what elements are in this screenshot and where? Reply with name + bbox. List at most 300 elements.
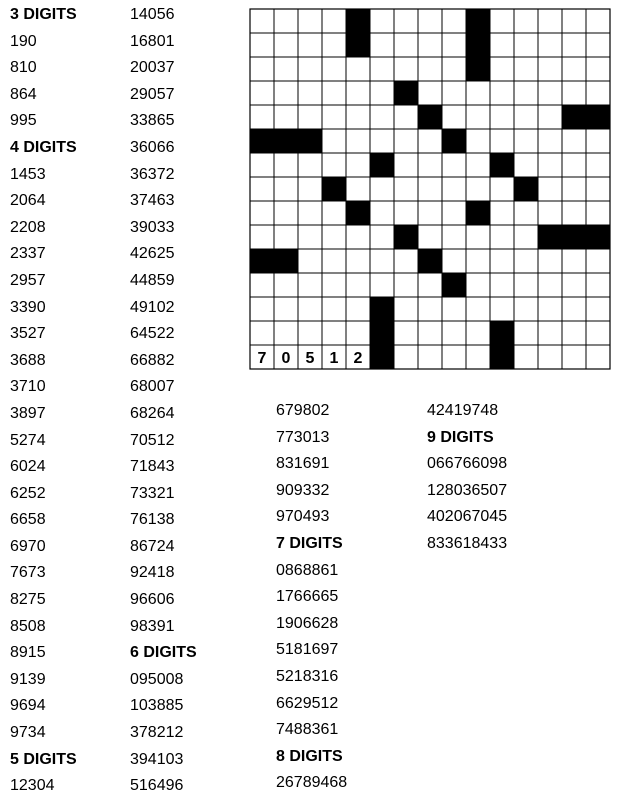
grid-cell[interactable] <box>418 177 442 201</box>
number-entry: 2337 <box>10 245 46 263</box>
grid-cell[interactable] <box>514 249 538 273</box>
grid-cell[interactable] <box>346 177 370 201</box>
grid-block <box>466 9 490 33</box>
grid-cell[interactable] <box>274 297 298 321</box>
grid-block <box>418 249 442 273</box>
grid-cell[interactable] <box>442 33 466 57</box>
number-entry: 095008 <box>130 670 184 688</box>
grid-cell[interactable] <box>562 57 586 81</box>
length-header: 7 DIGITS <box>276 534 343 552</box>
grid-cell[interactable] <box>442 249 466 273</box>
grid-cell[interactable] <box>250 273 274 297</box>
grid-cell[interactable] <box>298 225 322 249</box>
length-header: 8 DIGITS <box>276 747 343 765</box>
grid-cell[interactable] <box>490 177 514 201</box>
grid-cell[interactable] <box>538 249 562 273</box>
grid-cell[interactable] <box>322 81 346 105</box>
number-entry: 92418 <box>130 564 175 582</box>
grid-cell[interactable] <box>586 177 610 201</box>
grid-cell[interactable] <box>586 129 610 153</box>
number-entry: 6629512 <box>276 694 339 712</box>
grid-cell[interactable] <box>394 9 418 33</box>
grid-block <box>394 225 418 249</box>
number-entry: 76138 <box>130 511 175 529</box>
number-entry: 6970 <box>10 537 46 555</box>
grid-cell[interactable] <box>322 57 346 81</box>
grid-cell[interactable] <box>298 273 322 297</box>
number-entry: 3897 <box>10 404 46 422</box>
grid-cell[interactable] <box>562 201 586 225</box>
grid-cell[interactable] <box>562 177 586 201</box>
grid-cell[interactable] <box>514 273 538 297</box>
number-entry: 37463 <box>130 192 175 210</box>
grid-block <box>274 129 298 153</box>
number-entry: 810 <box>10 59 37 77</box>
grid-cell[interactable] <box>370 33 394 57</box>
grid-cell[interactable] <box>346 81 370 105</box>
number-entry: 995 <box>10 112 37 130</box>
number-entry: 70512 <box>130 431 175 449</box>
puzzle-grid <box>249 8 611 370</box>
number-entry: 9734 <box>10 724 46 742</box>
number-entry: 9694 <box>10 697 46 715</box>
grid-cell[interactable] <box>466 321 490 345</box>
grid-cell[interactable] <box>346 153 370 177</box>
grid-cell[interactable] <box>490 129 514 153</box>
grid-cell[interactable] <box>442 297 466 321</box>
grid-cell[interactable] <box>322 33 346 57</box>
number-entry: 103885 <box>130 697 184 715</box>
number-entry: 39033 <box>130 218 175 236</box>
number-entry: 833618433 <box>427 534 508 552</box>
grid-cell[interactable] <box>346 297 370 321</box>
grid-cell[interactable] <box>466 297 490 321</box>
grid-cell[interactable] <box>250 33 274 57</box>
number-entry: 516496 <box>130 777 184 795</box>
grid-cell[interactable] <box>298 153 322 177</box>
grid-block <box>346 9 370 33</box>
grid-cell[interactable] <box>370 129 394 153</box>
number-entry: 7488361 <box>276 721 339 739</box>
grid-cell[interactable] <box>418 129 442 153</box>
grid-cell[interactable] <box>370 9 394 33</box>
grid-cell[interactable] <box>298 105 322 129</box>
grid-cell[interactable] <box>418 225 442 249</box>
grid-block <box>490 345 514 369</box>
grid-cell[interactable] <box>538 81 562 105</box>
number-entry: 8915 <box>10 644 46 662</box>
grid-cell[interactable] <box>394 153 418 177</box>
number-entry: 2208 <box>10 218 46 236</box>
grid-cell[interactable] <box>514 345 538 369</box>
number-entry: 402067045 <box>427 508 508 526</box>
number-entry: 12304 <box>10 777 55 795</box>
grid-cell[interactable] <box>418 81 442 105</box>
grid-cell[interactable] <box>490 249 514 273</box>
grid-cell[interactable] <box>322 273 346 297</box>
grid-cell[interactable] <box>394 273 418 297</box>
grid-cell[interactable] <box>586 33 610 57</box>
grid-cell[interactable] <box>418 9 442 33</box>
grid-block <box>442 129 466 153</box>
grid-block <box>370 297 394 321</box>
grid-cell[interactable] <box>490 297 514 321</box>
grid-cell[interactable] <box>298 249 322 273</box>
grid-block <box>346 201 370 225</box>
number-entry: 1766665 <box>276 588 339 606</box>
grid-cell[interactable] <box>370 105 394 129</box>
grid-cell[interactable] <box>250 9 274 33</box>
filled-digit: 5 <box>305 350 315 367</box>
grid-cell[interactable] <box>514 33 538 57</box>
filled-digit: 1 <box>329 350 339 367</box>
grid-cell[interactable] <box>514 321 538 345</box>
grid-cell[interactable] <box>490 57 514 81</box>
grid-cell[interactable] <box>442 201 466 225</box>
grid-block <box>346 33 370 57</box>
grid-block <box>274 249 298 273</box>
grid-block <box>586 225 610 249</box>
grid-cell[interactable] <box>274 201 298 225</box>
grid-cell[interactable] <box>250 177 274 201</box>
grid-cell[interactable] <box>490 105 514 129</box>
grid-cell[interactable] <box>322 105 346 129</box>
grid-cell[interactable] <box>562 81 586 105</box>
number-entry: 7673 <box>10 564 46 582</box>
grid-cell[interactable] <box>466 225 490 249</box>
number-entry: 8275 <box>10 591 46 609</box>
grid-cell[interactable] <box>538 105 562 129</box>
grid-cell[interactable] <box>442 153 466 177</box>
grid-cell[interactable] <box>394 177 418 201</box>
grid-cell[interactable] <box>466 273 490 297</box>
grid-cell[interactable] <box>370 177 394 201</box>
grid-cell[interactable] <box>346 105 370 129</box>
grid-block <box>394 81 418 105</box>
grid-cell[interactable] <box>466 129 490 153</box>
grid-cell[interactable] <box>274 33 298 57</box>
grid-block <box>466 201 490 225</box>
grid-cell[interactable] <box>370 225 394 249</box>
grid-cell[interactable] <box>322 153 346 177</box>
grid-cell[interactable] <box>586 201 610 225</box>
grid-cell[interactable] <box>298 81 322 105</box>
number-entry: 3527 <box>10 325 46 343</box>
number-entry: 6658 <box>10 511 46 529</box>
grid-cell[interactable] <box>298 297 322 321</box>
grid-cell[interactable] <box>394 345 418 369</box>
grid-cell[interactable] <box>562 249 586 273</box>
number-entry: 71843 <box>130 458 175 476</box>
grid-cell[interactable] <box>466 249 490 273</box>
grid-cell[interactable] <box>394 129 418 153</box>
grid-cell[interactable] <box>490 33 514 57</box>
number-entry: 68264 <box>130 404 175 422</box>
grid-cell[interactable] <box>586 81 610 105</box>
grid-block <box>562 105 586 129</box>
grid-cell[interactable] <box>274 177 298 201</box>
grid-cell[interactable] <box>322 201 346 225</box>
number-entry: 128036507 <box>427 481 508 499</box>
grid-cell[interactable] <box>346 273 370 297</box>
grid-block <box>586 105 610 129</box>
length-header: 5 DIGITS <box>10 750 77 768</box>
grid-cell[interactable] <box>274 273 298 297</box>
grid-cell[interactable] <box>370 201 394 225</box>
grid-block <box>322 177 346 201</box>
grid-cell[interactable] <box>370 81 394 105</box>
grid-cell[interactable] <box>538 321 562 345</box>
grid-cell[interactable] <box>466 105 490 129</box>
grid-cell[interactable] <box>442 321 466 345</box>
grid-block <box>370 153 394 177</box>
grid-cell[interactable] <box>418 345 442 369</box>
grid-cell[interactable] <box>274 153 298 177</box>
length-header: 4 DIGITS <box>10 138 77 156</box>
grid-cell[interactable] <box>538 9 562 33</box>
grid-cell[interactable] <box>538 297 562 321</box>
number-entry: 14056 <box>130 6 175 23</box>
number-entry: 864 <box>10 85 37 103</box>
grid-cell[interactable] <box>322 249 346 273</box>
grid-cell[interactable] <box>466 81 490 105</box>
grid-cell[interactable] <box>250 57 274 81</box>
grid-cell[interactable] <box>514 129 538 153</box>
number-entry: 5274 <box>10 431 46 449</box>
grid-cell[interactable] <box>250 153 274 177</box>
grid-cell[interactable] <box>466 177 490 201</box>
number-entry: 36372 <box>130 165 175 183</box>
grid-cell[interactable] <box>418 57 442 81</box>
grid-cell[interactable] <box>322 9 346 33</box>
grid-cell[interactable] <box>418 321 442 345</box>
number-entry: 378212 <box>130 724 184 742</box>
number-entry: 394103 <box>130 750 184 768</box>
number-entry: 20037 <box>130 59 175 77</box>
grid-block <box>370 345 394 369</box>
grid-cell[interactable] <box>250 321 274 345</box>
grid-cell[interactable] <box>442 57 466 81</box>
number-entry: 86724 <box>130 537 175 555</box>
grid-block <box>442 273 466 297</box>
number-entry: 5218316 <box>276 667 339 685</box>
grid-cell[interactable] <box>466 153 490 177</box>
grid-cell[interactable] <box>322 225 346 249</box>
grid-cell[interactable] <box>562 153 586 177</box>
number-entry: 909332 <box>276 481 330 499</box>
grid-cell[interactable] <box>538 273 562 297</box>
grid-cell[interactable] <box>250 105 274 129</box>
grid-cell[interactable] <box>394 201 418 225</box>
grid-cell[interactable] <box>274 9 298 33</box>
grid-block <box>418 105 442 129</box>
grid-cell[interactable] <box>394 321 418 345</box>
number-entry: 44859 <box>130 271 175 289</box>
filled-digit: 0 <box>281 350 291 367</box>
grid-cell[interactable] <box>490 225 514 249</box>
grid-cell[interactable] <box>370 57 394 81</box>
grid-cell[interactable] <box>346 129 370 153</box>
number-entry: 3390 <box>10 298 46 316</box>
grid-cell[interactable] <box>394 249 418 273</box>
grid-block <box>490 321 514 345</box>
number-entry: 98391 <box>130 617 175 635</box>
length-header: 9 DIGITS <box>427 428 494 446</box>
grid-cell[interactable] <box>562 297 586 321</box>
grid-cell[interactable] <box>538 345 562 369</box>
number-entry: 9139 <box>10 670 46 688</box>
grid-cell[interactable] <box>370 249 394 273</box>
grid-cell[interactable] <box>298 177 322 201</box>
grid-cell[interactable] <box>514 81 538 105</box>
grid-block <box>250 129 274 153</box>
grid-cell[interactable] <box>298 321 322 345</box>
grid-cell[interactable] <box>274 81 298 105</box>
grid-cell[interactable] <box>514 201 538 225</box>
number-entry: 8508 <box>10 617 46 635</box>
grid-cell[interactable] <box>586 153 610 177</box>
number-entry: 6252 <box>10 484 46 502</box>
grid-cell[interactable] <box>346 225 370 249</box>
grid-cell[interactable] <box>250 225 274 249</box>
grid-cell[interactable] <box>394 105 418 129</box>
number-entry: 36066 <box>130 138 175 156</box>
grid-block <box>298 129 322 153</box>
grid-cell[interactable] <box>346 57 370 81</box>
number-entry: 26789468 <box>276 774 348 792</box>
grid-cell[interactable] <box>586 273 610 297</box>
grid-cell[interactable] <box>442 177 466 201</box>
grid-cell[interactable] <box>562 9 586 33</box>
grid-cell[interactable] <box>418 273 442 297</box>
grid-cell[interactable] <box>442 81 466 105</box>
grid-cell[interactable] <box>418 33 442 57</box>
grid-cell[interactable] <box>514 153 538 177</box>
number-entry: 2064 <box>10 192 46 210</box>
grid-cell[interactable] <box>586 321 610 345</box>
number-entry: 679802 <box>276 402 330 419</box>
grid-cell[interactable] <box>490 9 514 33</box>
grid-block <box>538 225 562 249</box>
number-entry: 970493 <box>276 508 330 526</box>
grid-cell[interactable] <box>250 297 274 321</box>
number-entry: 3710 <box>10 378 46 396</box>
grid-cell[interactable] <box>586 57 610 81</box>
number-entry: 0868861 <box>276 561 339 579</box>
grid-cell[interactable] <box>538 33 562 57</box>
grid-cell[interactable] <box>586 297 610 321</box>
grid-cell[interactable] <box>490 273 514 297</box>
grid-cell[interactable] <box>418 297 442 321</box>
number-entry: 42625 <box>130 245 175 263</box>
grid-cell[interactable] <box>586 9 610 33</box>
length-header: 3 DIGITS <box>10 6 77 23</box>
number-entry: 066766098 <box>427 455 508 473</box>
grid-cell[interactable] <box>298 57 322 81</box>
grid-block <box>514 177 538 201</box>
grid-cell[interactable] <box>490 201 514 225</box>
grid-cell[interactable] <box>394 297 418 321</box>
number-entry: 1453 <box>10 165 46 183</box>
grid-cell[interactable] <box>514 57 538 81</box>
grid-cell[interactable] <box>250 81 274 105</box>
grid-cell[interactable] <box>370 273 394 297</box>
grid-cell[interactable] <box>562 129 586 153</box>
grid-cell[interactable] <box>538 153 562 177</box>
grid-cell[interactable] <box>586 345 610 369</box>
grid-cell[interactable] <box>538 129 562 153</box>
grid-block <box>466 57 490 81</box>
number-entry: 42419748 <box>427 402 499 419</box>
word-list-column-3 <box>276 398 347 797</box>
grid-cell[interactable] <box>442 225 466 249</box>
grid-cell[interactable] <box>514 105 538 129</box>
grid-cell[interactable] <box>298 9 322 33</box>
number-entry: 49102 <box>130 298 175 316</box>
number-entry: 96606 <box>130 591 175 609</box>
grid-cell[interactable] <box>322 321 346 345</box>
grid-cell[interactable] <box>466 345 490 369</box>
grid-block <box>370 321 394 345</box>
grid-cell[interactable] <box>322 129 346 153</box>
grid-cell[interactable] <box>586 249 610 273</box>
number-entry: 73321 <box>130 484 175 502</box>
number-entry: 66882 <box>130 351 175 369</box>
grid-cell[interactable] <box>298 201 322 225</box>
number-entry: 831691 <box>276 455 330 473</box>
grid-cell[interactable] <box>562 33 586 57</box>
grid-cell[interactable] <box>514 297 538 321</box>
number-entry: 5181697 <box>276 641 339 659</box>
grid-cell[interactable] <box>442 345 466 369</box>
length-header: 6 DIGITS <box>130 644 197 662</box>
grid-cell[interactable] <box>418 153 442 177</box>
filled-digit: 7 <box>257 350 267 367</box>
grid-cell[interactable] <box>250 201 274 225</box>
grid-cell[interactable] <box>298 33 322 57</box>
grid-cell[interactable] <box>562 321 586 345</box>
grid-cell[interactable] <box>274 321 298 345</box>
grid-cell[interactable] <box>274 57 298 81</box>
grid-cell[interactable] <box>346 321 370 345</box>
grid-cell[interactable] <box>538 201 562 225</box>
number-entry: 6024 <box>10 458 46 476</box>
grid-cell[interactable] <box>490 81 514 105</box>
word-list-column-1 <box>10 2 77 800</box>
grid-cell[interactable] <box>394 57 418 81</box>
grid-cell[interactable] <box>394 33 418 57</box>
word-list-column-4 <box>427 398 507 558</box>
grid-cell[interactable] <box>514 225 538 249</box>
number-entry: 1906628 <box>276 614 339 632</box>
grid-block <box>562 225 586 249</box>
grid-cell[interactable] <box>538 57 562 81</box>
word-list-column-2 <box>130 2 197 800</box>
grid-cell[interactable] <box>514 9 538 33</box>
grid-cell[interactable] <box>418 201 442 225</box>
grid-cell[interactable] <box>562 345 586 369</box>
grid-cell[interactable] <box>322 297 346 321</box>
number-entry: 3688 <box>10 351 46 369</box>
grid-cell[interactable] <box>538 177 562 201</box>
grid-cell[interactable] <box>346 249 370 273</box>
grid-cell[interactable] <box>442 9 466 33</box>
grid-cell[interactable] <box>274 225 298 249</box>
number-entry: 68007 <box>130 378 175 396</box>
grid-cell[interactable] <box>562 273 586 297</box>
grid-cell[interactable] <box>274 105 298 129</box>
grid-cell[interactable] <box>442 105 466 129</box>
